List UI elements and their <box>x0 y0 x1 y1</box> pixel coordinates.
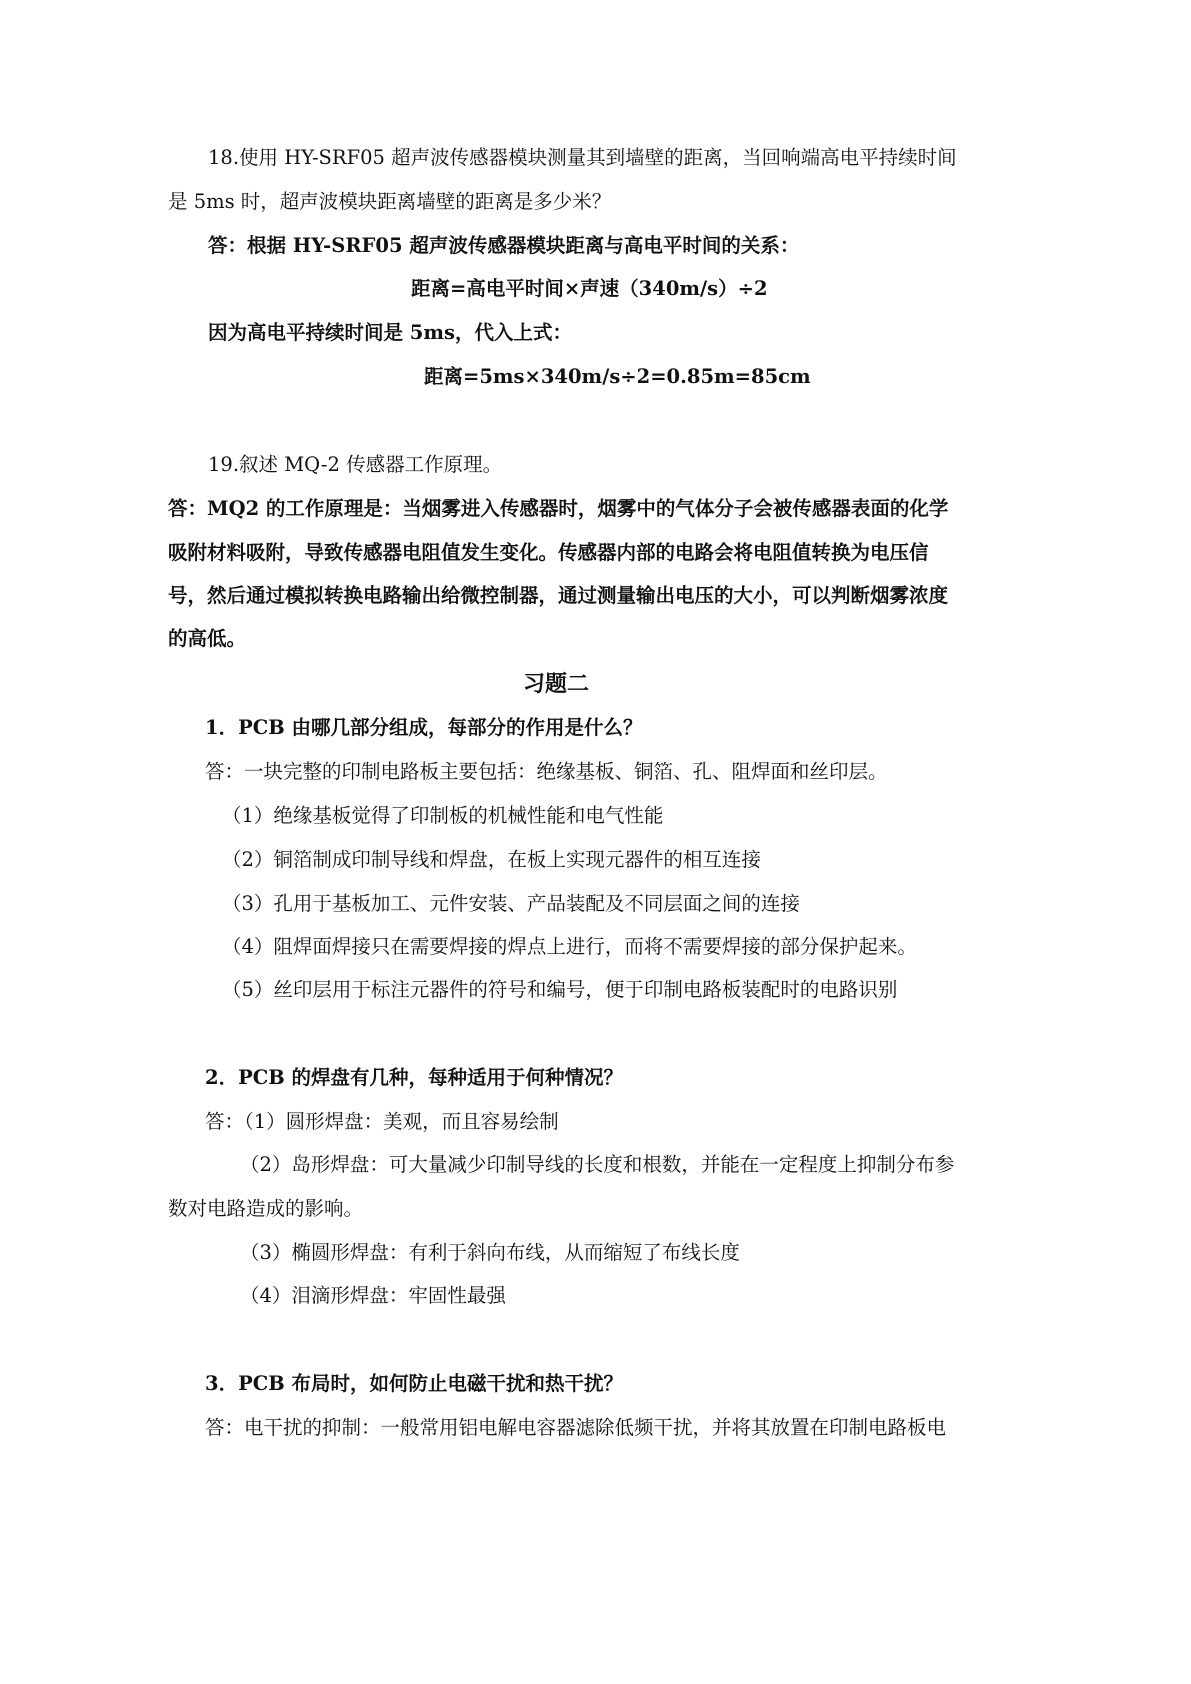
q19-answer-line4: 的高低。 <box>168 627 247 650</box>
q18-formula2: 距离=5ms×340m/s÷2=0.85m=85cm <box>424 365 811 388</box>
ex3-answer-1: 答：电干扰的抑制：一般常用铝电解电容器滤除低频干扰，并将其放置在印制电路板电 <box>205 1416 947 1439</box>
ex1-item-5: （5）丝印层用于标注元器件的符号和编号，便于印制电路板装配时的电路识别 <box>222 978 898 1001</box>
ex1-item-3: （3）孔用于基板加工、元件安装、产品装配及不同层面之间的连接 <box>222 892 800 915</box>
q18-answer-line2: 因为高电平持续时间是 5ms，代入上式： <box>208 321 572 344</box>
q18-line1: 18.使用 HY-SRF05 超声波传感器模块测量其到墙壁的距离，当回响端高电平持续时间 <box>208 146 957 169</box>
ex2-question: 2．PCB 的焊盘有几种，每种适用于何种情况？ <box>205 1066 624 1089</box>
q18-answer-line1: 答：根据 HY-SRF05 超声波传感器模块距离与高电平时间的关系： <box>208 234 800 257</box>
section-title: 习题二 <box>523 671 590 697</box>
q18-line2: 是 5ms 时，超声波模块距离墙壁的距离是多少米？ <box>168 190 612 213</box>
ex1-answer: 答：一块完整的印制电路板主要包括：绝缘基板、铜箔、孔、阻焊面和丝印层。 <box>205 760 888 783</box>
ex3-question: 3．PCB 布局时，如何防止电磁干扰和热干扰？ <box>205 1372 624 1395</box>
q19-answer-line1: 答：MQ2 的工作原理是：当烟雾进入传感器时，烟雾中的气体分子会被传感器表面的化学 <box>168 497 949 520</box>
q19-answer-line2: 吸附材料吸附，导致传感器电阻值发生变化。传感器内部的电路会将电阻值转换为电压信 <box>168 541 929 564</box>
ex2-answer-2-cont: 数对电路造成的影响。 <box>168 1197 364 1220</box>
ex1-item-1: （1）绝缘基板觉得了印制板的机械性能和电气性能 <box>222 804 664 827</box>
ex2-answer-2: （2）岛形焊盘：可大量减少印制导线的长度和根数，并能在一定程度上抑制分布参 <box>240 1153 955 1176</box>
q19-answer-line3: 号，然后通过模拟转换电路输出给微控制器，通过测量输出电压的大小，可以判断烟雾浓度 <box>168 584 949 607</box>
ex2-answer-1: 答：（1）圆形焊盘：美观，而且容易绘制 <box>205 1110 559 1133</box>
q18-formula1: 距离=高电平时间×声速（340m/s）÷2 <box>411 277 768 300</box>
ex1-item-2: （2）铜箔制成印制导线和焊盘，在板上实现元器件的相互连接 <box>222 848 761 871</box>
ex1-item-4: （4）阻焊面焊接只在需要焊接的焊点上进行，而将不需要焊接的部分保护起来。 <box>222 935 917 958</box>
ex2-answer-3: （3）椭圆形焊盘：有利于斜向布线，从而缩短了布线长度 <box>240 1241 740 1264</box>
ex1-question: 1．PCB 由哪几部分组成，每部分的作用是什么？ <box>205 716 643 739</box>
ex2-answer-4: （4）泪滴形焊盘：牢固性最强 <box>240 1284 506 1307</box>
q19-question: 19.叙述 MQ-2 传感器工作原理。 <box>208 453 503 476</box>
